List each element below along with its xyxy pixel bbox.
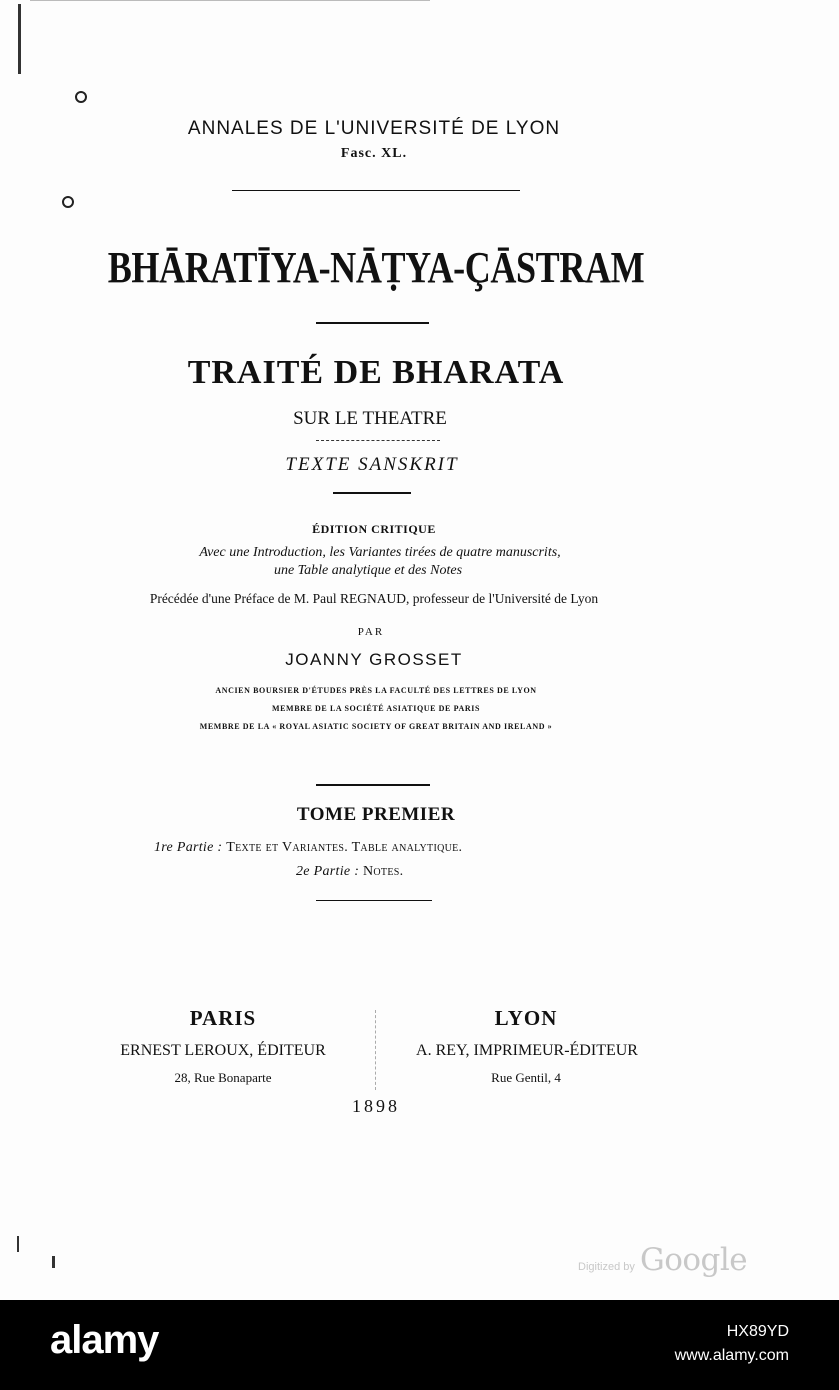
site-url[interactable]: www.alamy.com: [674, 1347, 789, 1364]
edition-label: ÉDITION CRITIQUE: [312, 522, 436, 536]
preface-note: Précédée d'une Préface de M. Paul REGNAUD, professeur de l'Université de Lyon: [149, 591, 599, 606]
publisher-city: LYON: [494, 1006, 558, 1030]
scan-top-border: [30, 0, 430, 1]
column-separator: [375, 1010, 376, 1090]
divider: [232, 190, 520, 191]
publisher-city: PARIS: [189, 1006, 257, 1030]
subtitle: TRAITÉ DE BHARATA: [187, 354, 565, 391]
main-title: BHĀRATĪYA-NĀṬYA-ÇĀSTRAM: [107, 243, 645, 292]
part-line: [154, 840, 462, 856]
text-type: TEXTE SANSKRIT: [285, 454, 459, 475]
part-line: [296, 864, 403, 880]
google-logo: Google: [639, 1242, 748, 1278]
publication-year: 1898: [352, 1096, 400, 1116]
divider: [316, 322, 429, 324]
author-credential: MEMBRE DE LA SOCIÉTÉ ASIATIQUE DE PARIS: [271, 704, 481, 713]
divider: [316, 784, 430, 786]
part-content: Notes.: [362, 864, 404, 879]
subject-line: SUR LE THEATRE: [293, 408, 447, 429]
binding-hole-icon: [75, 91, 87, 103]
scan-edge-mark: [52, 1256, 55, 1268]
publisher-address: Rue Gentil, 4: [491, 1070, 561, 1085]
scan-edge-mark: [18, 4, 21, 74]
alamy-logo: alamy: [50, 1318, 159, 1362]
digitized-watermark: [578, 1242, 747, 1278]
publisher-address: 28, Rue Bonaparte: [174, 1070, 272, 1085]
ornament-rule: [316, 440, 440, 441]
divider: [333, 492, 411, 494]
description: [0, 544, 760, 580]
by-label: PAR: [357, 626, 385, 638]
series-title: ANNALES DE L'UNIVERSITÉ DE LYON: [187, 118, 561, 139]
author-name: JOANNY GROSSET: [285, 650, 463, 669]
image-id: HX89YD: [726, 1323, 789, 1340]
author-credential: MEMBRE DE LA « ROYAL ASIATIC SOCIETY OF GREAT BRITAIN AND IRELAND »: [199, 722, 553, 731]
author-credential: ANCIEN BOURSIER D'ÉTUDES PRÈS LA FACULTÉ DES LETTRES DE LYON: [215, 686, 537, 695]
part-label: 2e Partie :: [296, 864, 360, 879]
divider: [316, 900, 432, 901]
publisher-name: ERNEST LEROUX, ÉDITEUR: [120, 1042, 326, 1059]
fascicle-number: Fasc. XL.: [340, 146, 408, 161]
description-line: une Table analytique et des Notes: [273, 563, 463, 578]
volume-title: TOME PREMIER: [296, 804, 456, 825]
description-line: Avec une Introduction, les Variantes tirées de quatre manuscrits,: [199, 545, 561, 560]
part-content: Texte et Variantes. Table analytique.: [226, 840, 463, 855]
binding-hole-icon: [62, 196, 74, 208]
scan-edge-mark: [17, 1236, 19, 1252]
publisher-name: A. REY, IMPRIMEUR-ÉDITEUR: [416, 1042, 638, 1059]
digitized-by-label: Digitized by: [578, 1261, 635, 1273]
part-label: 1re Partie :: [154, 840, 223, 855]
